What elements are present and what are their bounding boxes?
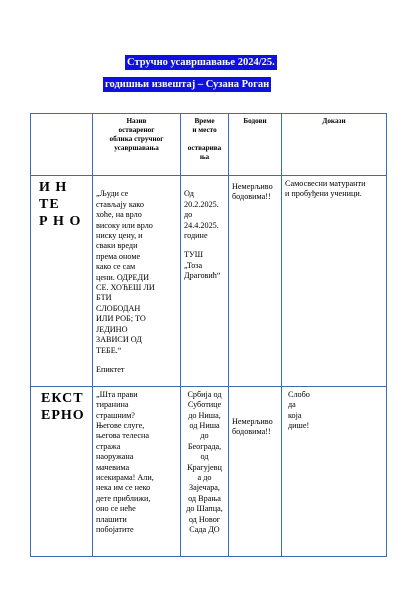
quote-text: „Шта прави тиранина страшним? Његове слуге, његова телесна стража наоружана мачевима исекирама! Али, нека им се неко дете приближи, оно се неће плашити побојатите — [96, 389, 154, 534]
report-subtitle: годишњи извештај – Сузана Роган — [105, 79, 270, 90]
table-row — [31, 386, 387, 556]
quote-text: „Људи се стављају како хоће, на врло високу или врло ниску цену, и сваки вреди према ономе како се сам цени. ОДРЕДИ СЕ. ХОЋЕШ ЛИ БТИ СЛОБОДАН ИЛИ РОБ; ТО ЈЕДИНО ЗАВИСИ ОД ТЕБЕ.“ — [96, 189, 155, 355]
header-category-cell — [31, 114, 93, 176]
place-text: ТУШ „Тоза Драговић“ — [184, 250, 221, 281]
table-row — [31, 176, 387, 387]
category-cell — [31, 176, 93, 387]
report-title: Стручно усавршавање 2024/25. — [127, 57, 275, 68]
time-place-cell — [181, 176, 229, 387]
documents-cell — [282, 386, 387, 556]
category-label: И Н ТЕ Р Н О — [39, 180, 82, 229]
quote-author: Епиктет — [96, 364, 125, 374]
points-cell — [229, 386, 282, 556]
documents-text: Самосвесни матуранти и пробуђени ученици. — [285, 179, 366, 199]
table-header-row — [31, 114, 387, 176]
training-name-cell — [93, 176, 181, 387]
points-cell — [229, 176, 282, 387]
header-name: Назив оствареног облика стручног усавршавања — [93, 114, 181, 176]
training-name-cell — [93, 386, 181, 556]
header-time-place: Време и место остварива ња — [181, 114, 229, 176]
points-text: Немерљиво бодовима!! — [232, 416, 273, 437]
category-label: ЕКСТ ЕРНО — [41, 390, 85, 423]
documents-cell — [282, 176, 387, 387]
time-range: Од 20.2.2025. до 24.4.2025. године — [184, 189, 219, 241]
time-place-cell — [181, 386, 229, 556]
points-text: Немерљиво бодовима!! — [232, 182, 273, 202]
category-cell — [31, 386, 93, 556]
documents-text: Слобо да која дише! — [288, 389, 310, 430]
header-points: Бодови — [229, 114, 282, 176]
time-range: Србија од Суботице до Ниша, од Ниша до Београда, од Крагујевц а до Зајечара, од Врања до Шапца, од Новог Сада ДО — [186, 389, 223, 534]
header-documents: Докази — [282, 114, 387, 176]
training-report-table — [30, 113, 387, 557]
